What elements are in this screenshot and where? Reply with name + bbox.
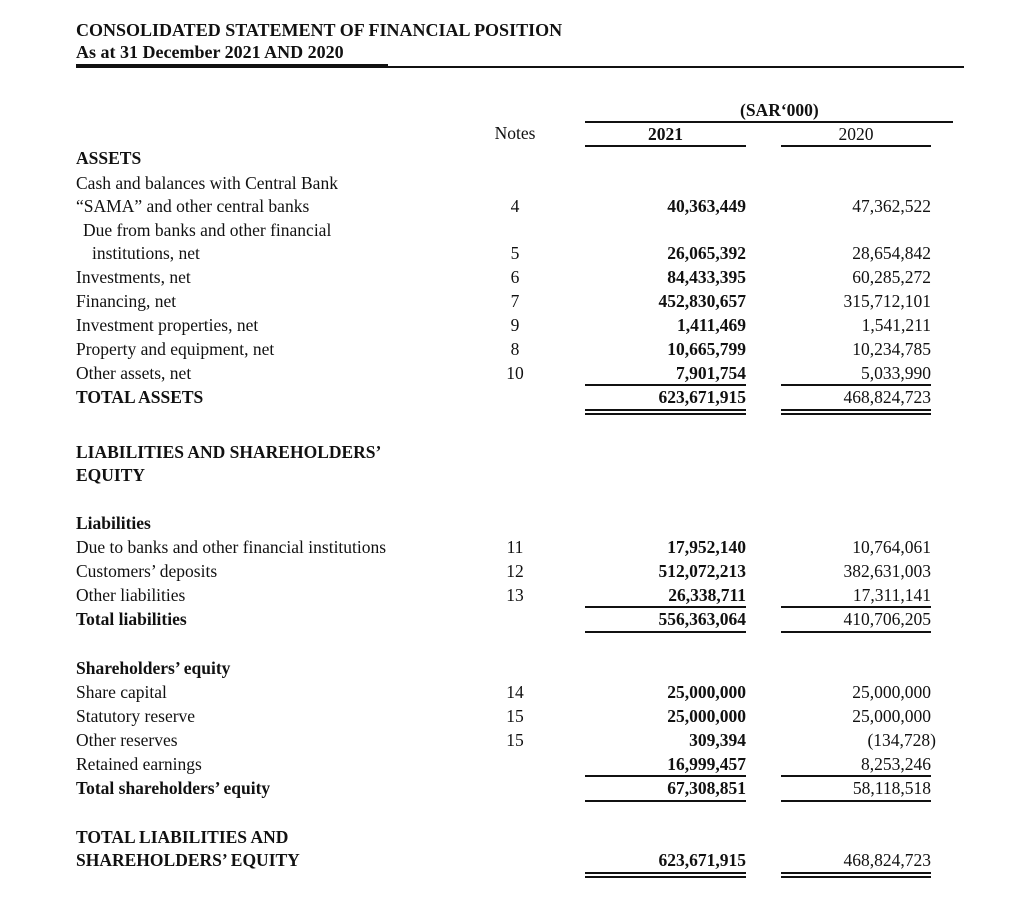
due-from-note: 5 (510, 243, 520, 263)
investment-properties-2020: 1,541,211 (861, 315, 931, 335)
retained-earnings-label: Retained earnings (76, 754, 202, 774)
equity-heading: Shareholders’ equity (76, 658, 231, 678)
property-equipment-note: 8 (510, 339, 520, 359)
other-liabilities-note: 13 (506, 585, 524, 605)
share-capital-2021: 25,000,000 (667, 682, 746, 702)
total-equity-2021: 67,308,851 (667, 778, 746, 798)
year-2020-header: 2020 (838, 124, 874, 144)
currency-label: (SAR‘000) (740, 100, 819, 120)
year-2021-underline (585, 145, 746, 147)
statement-subtitle: As at 31 December 2021 AND 2020 (76, 42, 344, 62)
total-assets-2021: 623,671,915 (658, 387, 746, 407)
liabilities-equity-heading-line1: LIABILITIES AND SHAREHOLDERS’ (76, 442, 382, 462)
grand-total-2021: 623,671,915 (658, 850, 746, 870)
due-from-label-line2: institutions, net (92, 243, 200, 263)
currency-underline (585, 121, 953, 123)
share-capital-note: 14 (506, 682, 524, 702)
assets-subtotal-rule-2020 (781, 384, 931, 386)
investments-label: Investments, net (76, 267, 191, 287)
financing-note: 7 (510, 291, 520, 311)
header-rule (76, 66, 964, 68)
cash-2020: 47,362,522 (852, 196, 931, 216)
grand-total-2020: 468,824,723 (843, 850, 931, 870)
total-assets-dbl-rule-a-2020 (781, 409, 931, 411)
total-assets-dbl-rule-b-2020 (781, 413, 931, 415)
customers-deposits-label: Customers’ deposits (76, 561, 218, 581)
assets-heading: ASSETS (76, 148, 142, 168)
other-assets-2020: 5,033,990 (861, 363, 931, 383)
grand-total-dbl-rule-a-2020 (781, 872, 931, 874)
total-assets-dbl-rule-a-2021 (585, 409, 746, 411)
investment-properties-2021: 1,411,469 (676, 315, 746, 335)
notes-header: Notes (494, 123, 536, 143)
due-from-2021: 26,065,392 (667, 243, 746, 263)
statutory-reserve-2021: 25,000,000 (667, 706, 746, 726)
statutory-reserve-label: Statutory reserve (76, 706, 196, 726)
total-liabilities-rule-2021 (585, 631, 746, 633)
due-from-label-line1: Due from banks and other financial (83, 220, 332, 240)
total-assets-dbl-rule-b-2021 (585, 413, 746, 415)
cash-label-line2: “SAMA” and other central banks (76, 196, 310, 216)
investments-2020: 60,285,272 (852, 267, 931, 287)
grand-total-dbl-rule-a-2021 (585, 872, 746, 874)
retained-earnings-2021: 16,999,457 (667, 754, 746, 774)
grand-total-dbl-rule-b-2020 (781, 876, 931, 878)
property-equipment-2021: 10,665,799 (667, 339, 746, 359)
cash-2021: 40,363,449 (667, 196, 746, 216)
cash-note: 4 (510, 196, 520, 216)
statutory-reserve-2020: 25,000,000 (852, 706, 931, 726)
total-liabilities-rule-2020 (781, 631, 931, 633)
financing-2021: 452,830,657 (658, 291, 746, 311)
liabilities-subtotal-rule-2020 (781, 606, 931, 608)
other-liabilities-label: Other liabilities (76, 585, 186, 605)
share-capital-2020: 25,000,000 (852, 682, 931, 702)
other-reserves-note: 15 (506, 730, 524, 750)
total-liabilities-2021: 556,363,064 (658, 609, 746, 629)
share-capital-label: Share capital (76, 682, 167, 702)
due-from-2020: 28,654,842 (852, 243, 931, 263)
total-liabilities-2020: 410,706,205 (843, 609, 931, 629)
liabilities-subtotal-rule-2021 (585, 606, 746, 608)
property-equipment-2020: 10,234,785 (852, 339, 931, 359)
assets-subtotal-rule-2021 (585, 384, 746, 386)
other-reserves-2020: (134,728) (867, 730, 936, 750)
other-assets-note: 10 (506, 363, 524, 383)
year-2021-header: 2021 (648, 124, 683, 144)
statutory-reserve-note: 15 (506, 706, 524, 726)
retained-earnings-2020: 8,253,246 (861, 754, 931, 774)
financing-2020: 315,712,101 (843, 291, 931, 311)
grand-total-dbl-rule-b-2021 (585, 876, 746, 878)
customers-deposits-note: 12 (506, 561, 524, 581)
liabilities-heading: Liabilities (76, 513, 151, 533)
liabilities-equity-heading-line2: EQUITY (76, 465, 146, 485)
total-assets-2020: 468,824,723 (843, 387, 931, 407)
due-to-banks-note: 11 (506, 537, 524, 557)
other-assets-label: Other assets, net (76, 363, 192, 383)
other-liabilities-2020: 17,311,141 (852, 585, 931, 605)
due-to-banks-2021: 17,952,140 (667, 537, 746, 557)
total-equity-rule-2020 (781, 800, 931, 802)
equity-subtotal-rule-2020 (781, 775, 931, 777)
due-to-banks-label: Due to banks and other financial institutions (76, 537, 387, 557)
investments-note: 6 (510, 267, 520, 287)
total-assets-label: TOTAL ASSETS (76, 387, 204, 407)
property-equipment-label: Property and equipment, net (76, 339, 275, 359)
total-equity-rule-2021 (585, 800, 746, 802)
total-liabilities-label: Total liabilities (76, 609, 187, 629)
grand-total-label-line1: TOTAL LIABILITIES AND (76, 827, 289, 847)
total-equity-2020: 58,118,518 (852, 778, 931, 798)
statement-title: CONSOLIDATED STATEMENT OF FINANCIAL POSITION (76, 20, 563, 40)
other-reserves-label: Other reserves (76, 730, 178, 750)
grand-total-label-line2: SHAREHOLDERS’ EQUITY (76, 850, 300, 870)
cash-label-line1: Cash and balances with Central Bank (76, 173, 338, 193)
other-assets-2021: 7,901,754 (676, 363, 746, 383)
year-2020-underline (781, 145, 931, 147)
customers-deposits-2020: 382,631,003 (843, 561, 931, 581)
investment-properties-note: 9 (510, 315, 520, 335)
investments-2021: 84,433,395 (667, 267, 746, 287)
total-equity-label: Total shareholders’ equity (76, 778, 271, 798)
other-reserves-2021: 309,394 (689, 730, 746, 750)
other-liabilities-2021: 26,338,711 (668, 585, 746, 605)
customers-deposits-2021: 512,072,213 (658, 561, 746, 581)
equity-subtotal-rule-2021 (585, 775, 746, 777)
due-to-banks-2020: 10,764,061 (852, 537, 931, 557)
investment-properties-label: Investment properties, net (76, 315, 259, 335)
financing-label: Financing, net (76, 291, 177, 311)
